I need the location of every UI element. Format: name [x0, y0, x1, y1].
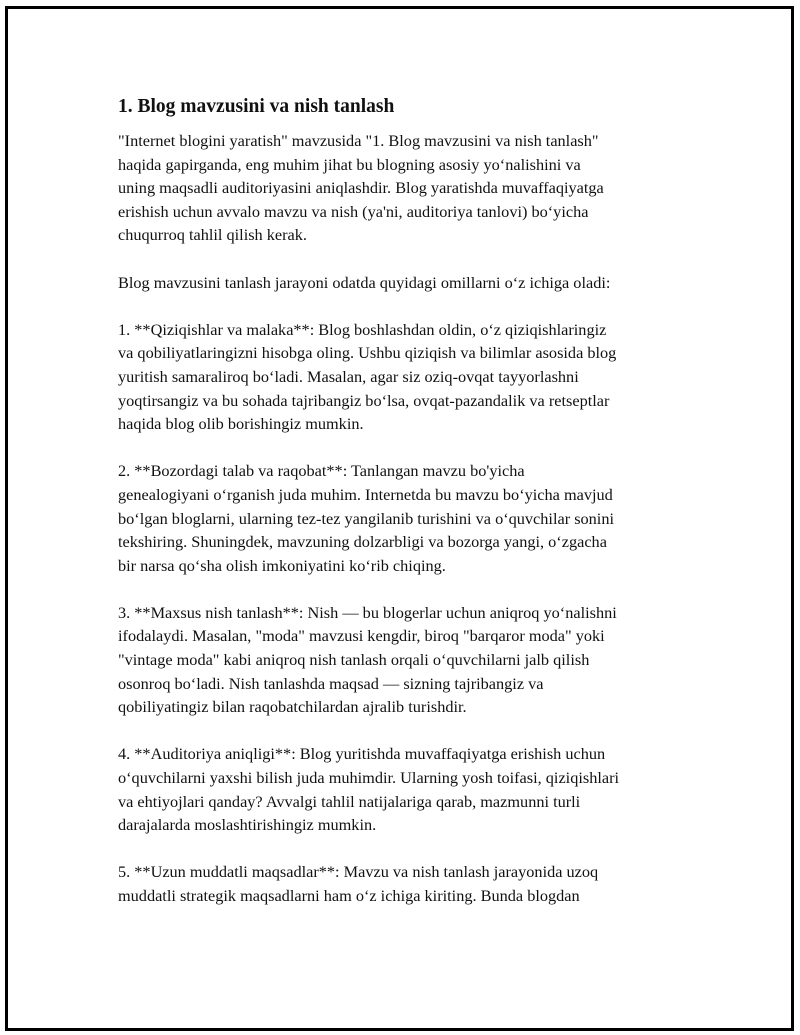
text-line: yuritish samaraliroq bo‘ladi. Masalan, agar siz oziq-ovqat tayyorlashni: [118, 366, 579, 386]
text-line: muddatli strategik maqsadlarni ham o‘z ichiga kiriting. Bunda blogdan: [118, 886, 580, 905]
text-line: darajalarda moslashtirishingiz mumkin.: [118, 815, 377, 835]
text-line: 4. **Auditoriya aniqligi**: Blog yuritishda muvaffaqiyatga erishish uchun: [118, 744, 606, 764]
text-line: "Internet blogini yaratish" mavzusida "1. Blog mavzusini va nish tanlash": [118, 131, 599, 150]
text-line: yoqtirsangiz va bu sohada tajribangiz bo‘lsa, ovqat-pazandalik va retseptlar: [118, 390, 610, 410]
text-line: osonroq bo‘ladi. Nish tanlashda maqsad — sizning tajribangiz va: [118, 673, 544, 693]
text-line: tekshiring. Shuningdek, mavzuning dolzarbligi va bozorga yangi, o‘zgacha: [118, 532, 607, 552]
text-line: bo‘lgan bloglarni, ularning tez-tez yangilanib turishini va o‘quvchilar sonini: [118, 508, 614, 528]
text-line: Blog mavzusini tanlash jarayoni odatda quyidagi omillarni o‘z ichiga oladi:: [118, 272, 611, 292]
paragraph-item-5: [118, 860, 698, 907]
text-line: erishish uchun avvalo mavzu va nish (ya'ni, auditoriya tanlovi) bo‘yicha: [118, 201, 589, 221]
text-line: va qobiliyatlaringizni hisobga oling. Ushbu qiziqish va bilimlar asosida blog: [118, 343, 617, 363]
text-line: 2. **Bozordagi talab va raqobat**: Tanlangan mavzu bo'yicha: [118, 461, 525, 481]
document-body: [118, 94, 698, 931]
paragraph-item-3: [118, 601, 698, 719]
text-line: o‘quvchilarni yaxshi bilish juda muhimdir. Ularning yosh toifasi, qiziqishlari: [118, 768, 620, 788]
text-line: qobiliyatingiz bilan raqobatchilardan ajralib turishdir.: [118, 697, 467, 717]
text-line: genealogiyani o‘rganish juda muhim. Internetda bu mavzu bo‘yicha mavjud: [118, 484, 613, 504]
text-line: uning maqsadli auditoriyasini aniqlashdir. Blog yaratishda muvaffaqiyatga: [118, 178, 604, 198]
text-line: "vintage moda" kabi aniqroq nish tanlash orqali o‘quvchilarni jalb qilish: [118, 650, 590, 670]
text-line: va ehtiyojlari qanday? Avvalgi tahlil natijalariga qarab, mazmunni turli: [118, 791, 581, 811]
paragraph-intro: [118, 129, 698, 247]
paragraph-item-4: [118, 742, 698, 836]
text-line: chuqurroq tahlil qilish kerak.: [118, 225, 307, 245]
section-heading: 1. Blog mavzusini va nish tanlash: [118, 96, 395, 117]
text-line: haqida gapirganda, eng muhim jihat bu blogning asosiy yo‘nalishini va: [118, 154, 581, 174]
paragraph-item-2: [118, 459, 698, 577]
text-line: haqida blog olib borishingiz mumkin.: [118, 414, 364, 434]
paragraph-factors-intro: [118, 271, 698, 295]
text-line: 3. **Maxsus nish tanlash**: Nish — bu blogerlar uchun aniqroq yo‘nalishni: [118, 602, 617, 622]
paragraph-item-1: [118, 318, 698, 436]
text-line: 1. **Qiziqishlar va malaka**: Blog boshlashdan oldin, o‘z qiziqishlaringiz: [118, 319, 607, 339]
text-line: ifodalaydi. Masalan, "moda" mavzusi kengdir, biroq "barqaror moda" yoki: [118, 626, 605, 646]
text-line: 5. **Uzun muddatli maqsadlar**: Mavzu va nish tanlash jarayonida uzoq: [118, 862, 599, 882]
text-line: bir narsa qo‘sha olish imkoniyatini ko‘rib chiqing.: [118, 555, 446, 575]
